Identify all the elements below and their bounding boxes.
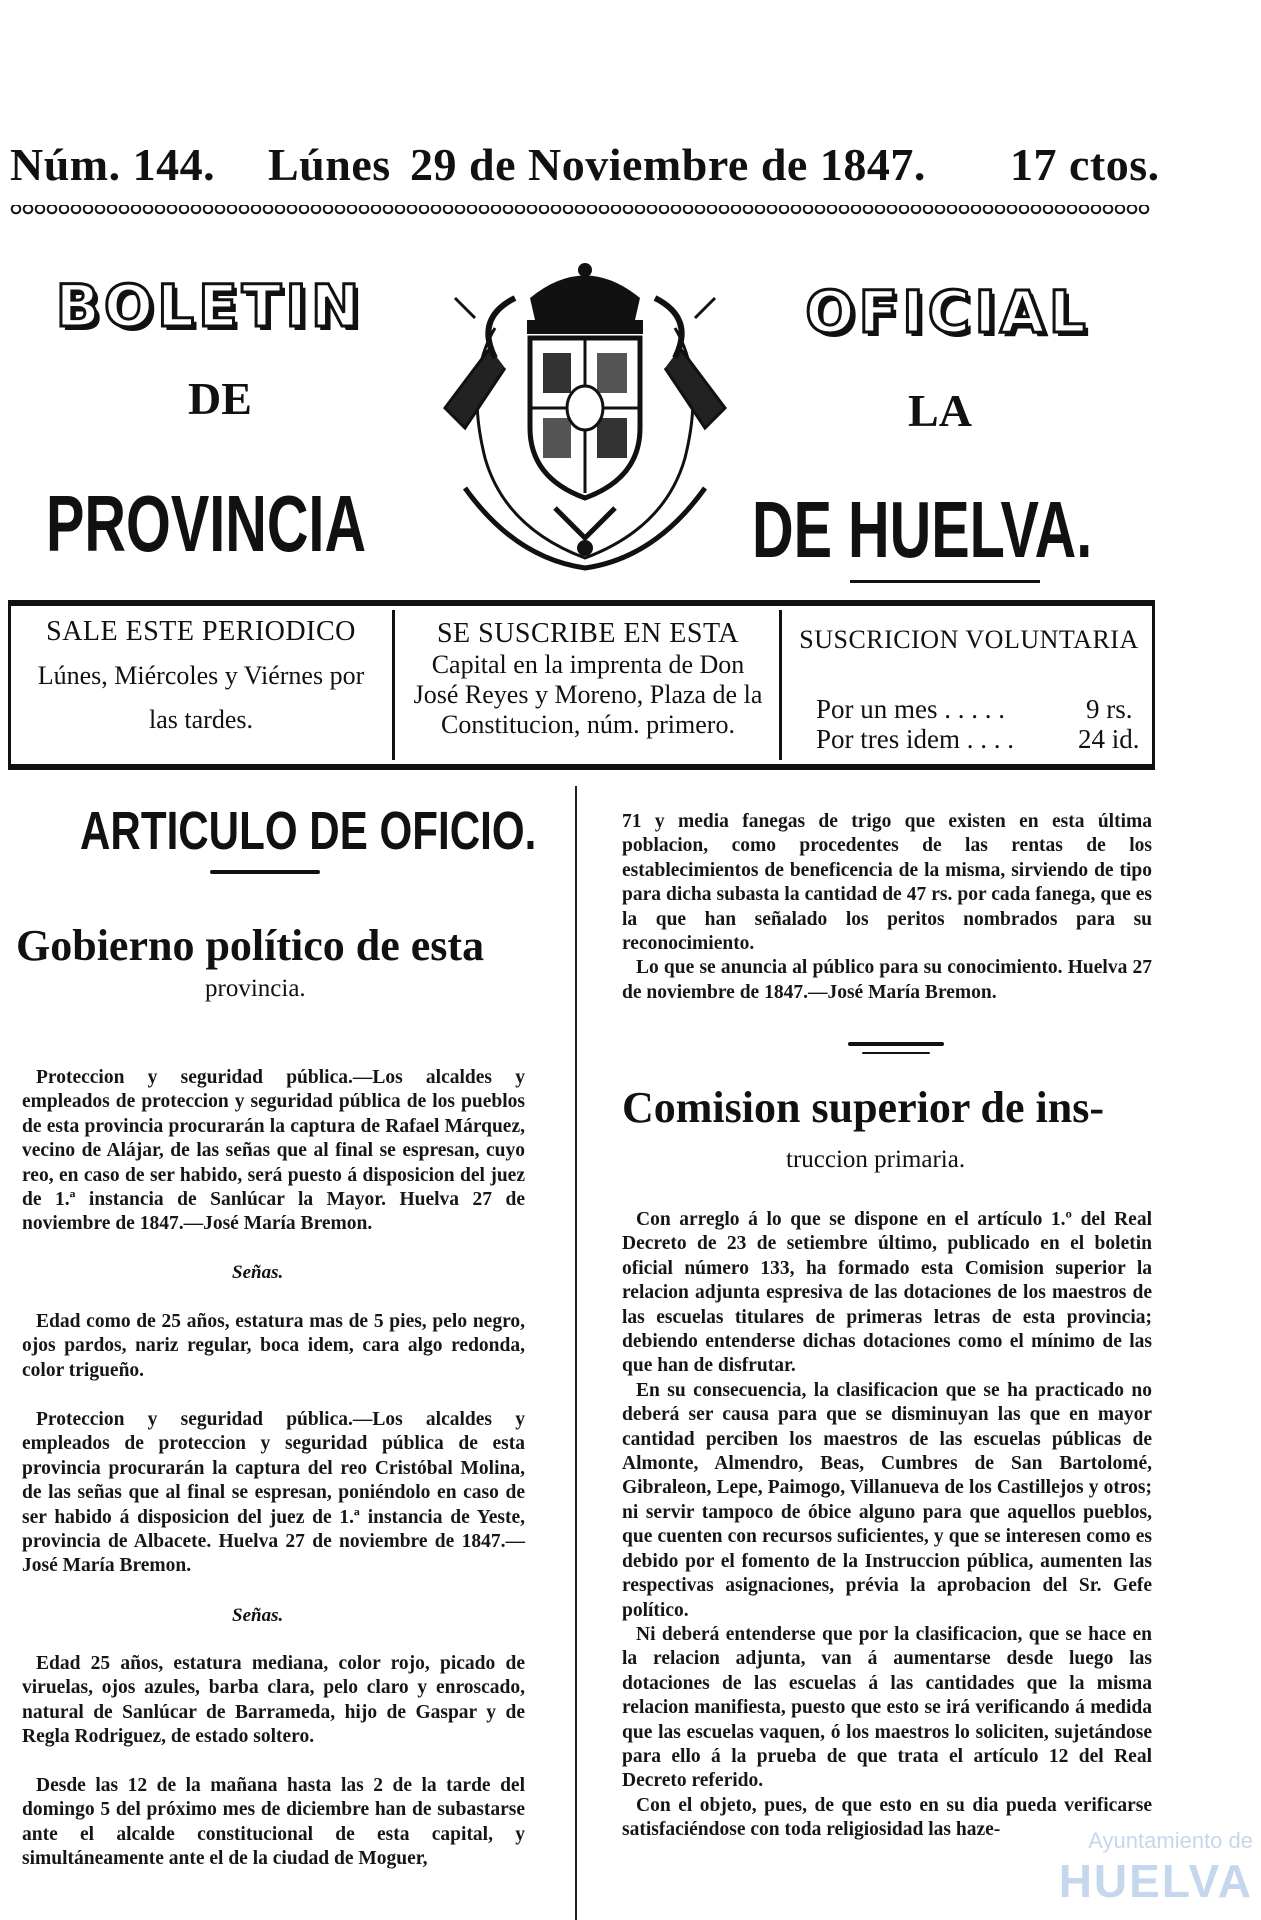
masthead-de: DE — [188, 373, 252, 424]
watermark — [1059, 1828, 1253, 1908]
info-box — [8, 600, 1155, 770]
article-text: Con arreglo á lo que se dispone en el artículo 1.º del Real Decreto de 23 de setiembre último, publicado en el boletin oficial número 133, ha formado esta Comision superior la relacion adjunta espresiva de las dotaciones de los maestros de las escuelas titulares de primeras letras de esta provincia; debiendo entenderse dichas dotaciones como el mínimo de las que han de disfrutar. — [622, 1209, 1152, 1377]
ornament-rule — [848, 1042, 944, 1046]
price-three-value: 24 id. — [1078, 724, 1140, 754]
article-text: Ni deberá entenderse que por la clasificacion, que se hace en la relacion adjunta, van á aumentarse desde luego las dotaciones de las escuelas á las cantidades que la misma relacion manifiesta, puesto que esto se irá verificando á medida que las escuelas vaquen, ó los maestros lo soliciten, sujetándose para ello á la prueba de que trata el artículo 12 del Real Decreto referido. — [622, 1623, 1152, 1792]
left-heading: Gobierno político de esta — [16, 921, 485, 970]
issue-day: Lúnes — [268, 139, 391, 190]
price-month-value: 9 rs. — [1086, 694, 1133, 724]
issue-price: 17 ctos. — [1010, 139, 1160, 190]
left-paragraph-1 — [22, 1066, 525, 1237]
article-text: Edad como de 25 años, estatura mas de 5 pies, pelo negro, ojos pardos, nariz regular, boca idem, cara algo redonda, color trigueño. — [22, 1311, 525, 1381]
left-senas-1: Señas. — [232, 1262, 284, 1283]
info-col-subscription — [403, 606, 773, 764]
article-text: Desde las 12 de la mañana hasta las 2 de la tarde del domingo 5 del próximo mes de diciembre han de subastarse ante el alcalde constitucional de esta capital, y simultáneamente ante el de la ciudad de Moguer, — [22, 1775, 525, 1870]
article-text: Lo que se anuncia al público para su conocimiento. Huelva 27 de noviembre de 1847.—José María Bremon. — [622, 957, 1152, 1003]
left-senas-2: Señas. — [232, 1605, 284, 1626]
issue-number: Núm. 144. — [10, 139, 216, 190]
info-col1-title: SALE ESTE PERIODICO — [46, 616, 356, 647]
info-col2-body: Capital en la imprenta de Don José Reyes y Moreno, Plaza de la Constitucion, núm. primero. — [413, 650, 763, 739]
article-text: Edad 25 años, estatura mediana, color rojo, picado de viruelas, ojos azules, barba clara, pelo claro y enroscado, natural de Sanlúcar de Barrameda, hijo de Gaspar y de Regla Rodriguez, de estado soltero. — [22, 1653, 525, 1748]
info-col3-title: SUSCRICION VOLUNTARIA — [799, 625, 1139, 654]
masthead-boletin: BOLETIN — [55, 272, 364, 340]
article-text: 71 y media fanegas de trigo que existen en esta última poblacion, como procedentes de las rentas de los establecimientos de beneficencia de la misma, sirviendo de tipo para dicha subasta la cantidad de 47 rs. por cada fanega, que es la que han señalado los peritos nombrados para su reconocimiento. — [622, 811, 1152, 955]
ornament-rule — [210, 870, 320, 874]
coat-of-arms-icon — [435, 258, 735, 578]
masthead-la: LA — [908, 385, 972, 436]
info-separator — [392, 610, 395, 760]
info-col-pricing — [786, 606, 1152, 764]
info-col1-body: Lúnes, Miércoles y Viérnes por las tardes. — [37, 661, 365, 734]
left-heading-sub: provincia. — [205, 975, 306, 1002]
article-text: Con el objeto, pues, de que esto en su dia pueda verificarse satisfaciéndose con toda religiosidad las haze- — [622, 1794, 1152, 1841]
price-month-label: Por un mes . . . . . — [816, 694, 1005, 724]
left-paragraph-5 — [22, 1774, 525, 1872]
right-paragraph-1 — [622, 810, 1152, 1005]
left-paragraph-4 — [22, 1652, 525, 1750]
masthead-rule — [850, 580, 1040, 583]
info-col-publication — [11, 606, 391, 764]
watermark-line-2: HUELVA — [1058, 1855, 1253, 1907]
price-three-label: Por tres idem . . . . — [816, 724, 1014, 754]
left-paragraph-2 — [22, 1310, 525, 1383]
info-separator — [779, 610, 782, 760]
left-paragraph-3 — [22, 1408, 525, 1579]
article-text: Proteccion y seguridad pública.—Los alcaldes y empleados de proteccion y seguridad pública de los pueblos de esta provincia procurarán la captura de Rafael Márquez, vecino de Alájar, de las señas que al final se espresan, cuyo reo, en caso de ser habido, será puesto á disposicion del juez de 1.ª instancia de Sanlúcar la Mayor. Huelva 27 de noviembre de 1847.—José María Bremon. — [22, 1067, 525, 1235]
right-heading: Comision superior de ins- — [622, 1083, 1105, 1132]
issue-header — [10, 138, 1160, 198]
ornament-rule — [862, 1052, 930, 1054]
issue-date: 29 de Noviembre de 1847. — [410, 139, 926, 190]
right-paragraph-2 — [622, 1208, 1152, 1843]
right-heading-sub: truccion primaria. — [786, 1146, 966, 1173]
article-text: En su consecuencia, la clasificacion que se ha practicado no deberá ser causa para que se disminuyan las que en mayor cantidad perciben los maestros de las escuelas públicas de Almonte, Almendro, Beas, Cumbres de San Bartolomé, Gibraleon, Lepe, Paimogo, Villanueva de los Castillejos y otros; ni servir tampoco de óbice alguno para que aquellos pueblos, que cuenten con recursos suficientes, y que se interesen como es debido por el fomento de la Instruccion pública, aumenten las respectivas asignaciones, prévia la aprobacion del Sr. Gefe político. — [622, 1379, 1152, 1621]
column-rule — [575, 786, 577, 1920]
article-text: Proteccion y seguridad pública.—Los alcaldes y empleados de proteccion y seguridad pública de esta provincia procurarán la captura del reo Cristóbal Molina, de las señas que al final se espresan, poniéndolo en caso de ser habido á disposicion del juez de 1.ª instancia de Yeste, provincia de Albacete. Huelva 27 de noviembre de 1847.—José María Bremon. — [22, 1409, 525, 1577]
masthead-provincia: PROVINCIA — [46, 479, 367, 568]
masthead-oficial: OFICIAL — [805, 278, 1090, 346]
section-title: ARTICULO DE OFICIO. — [80, 801, 537, 861]
wavy-rule — [10, 205, 1150, 219]
watermark-line-1: Ayuntamiento de — [1088, 1828, 1253, 1853]
masthead-de-huelva: DE HUELVA. — [752, 485, 1093, 574]
info-col2-title: SE SUSCRIBE EN ESTA — [436, 618, 740, 649]
